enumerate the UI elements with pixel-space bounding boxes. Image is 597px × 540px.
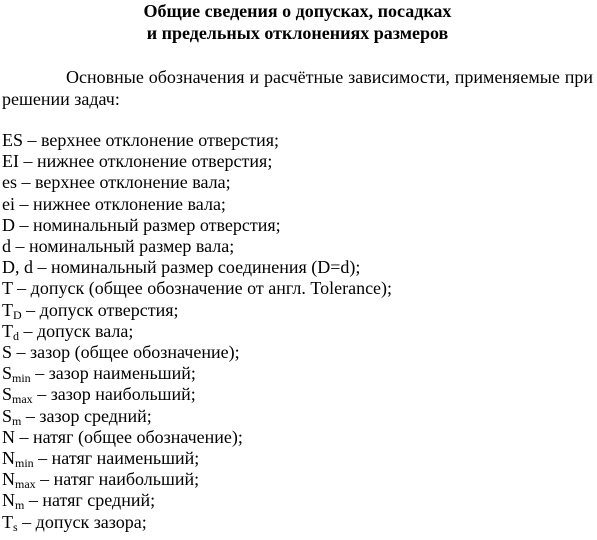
definition-item bbox=[2, 406, 593, 427]
definition-item bbox=[2, 257, 593, 278]
definition-symbol: ES bbox=[2, 130, 24, 150]
definition-item bbox=[2, 342, 593, 363]
definition-item bbox=[2, 194, 593, 215]
definition-symbol: T bbox=[2, 299, 13, 320]
definition-text: – натяг (общее обозначение); bbox=[15, 426, 243, 447]
definition-symbol: es bbox=[2, 172, 17, 193]
definition-item bbox=[2, 469, 593, 490]
document-title bbox=[2, 0, 593, 44]
definition-symbol: N bbox=[2, 490, 15, 511]
definition-symbol: T bbox=[2, 511, 13, 532]
definition-item bbox=[2, 490, 593, 511]
definition-symbol: S bbox=[2, 363, 13, 384]
definition-text: – допуск (общее обозначение от англ. Tolerance); bbox=[12, 278, 393, 299]
definition-subscript: max bbox=[12, 392, 33, 407]
definition-symbol: S bbox=[2, 405, 13, 426]
definition-text: – номинальный размер соединения (D=d); bbox=[33, 257, 361, 278]
definition-item bbox=[2, 300, 593, 321]
definition-item bbox=[2, 151, 593, 172]
definition-subscript: m bbox=[12, 413, 22, 428]
definition-subscript: min bbox=[12, 371, 31, 386]
definition-subscript: m bbox=[15, 498, 25, 513]
definition-symbol: d bbox=[2, 236, 11, 257]
definition-text: – номинальный размер вала; bbox=[11, 236, 235, 257]
intro-paragraph: Основные обозначения и расчётные зависимости, применяемые при решении задач: bbox=[2, 67, 593, 109]
definition-symbol: N bbox=[2, 469, 15, 490]
definition-symbol: N bbox=[2, 448, 15, 469]
definition-symbol: EI bbox=[2, 151, 19, 172]
definition-text: – допуск зазора; bbox=[17, 511, 147, 532]
definition-item bbox=[2, 448, 593, 469]
definition-subscript: D bbox=[13, 307, 22, 322]
definition-text: – зазор наименьший; bbox=[30, 363, 196, 384]
definition-item bbox=[2, 512, 593, 533]
definition-item bbox=[2, 427, 593, 448]
definition-item bbox=[2, 236, 593, 257]
definition-text: – натяг наименьший; bbox=[33, 448, 200, 469]
definition-text: – нижнее отклонение отверстия; bbox=[19, 151, 273, 172]
definition-symbol: D bbox=[2, 214, 15, 235]
definition-text: – нижнее отклонение вала; bbox=[15, 193, 226, 214]
definition-subscript: s bbox=[13, 519, 18, 534]
title-line-1: Общие сведения о допусках, посадках bbox=[143, 1, 452, 21]
definition-text: – зазор (общее обозначение); bbox=[12, 342, 240, 363]
definition-text: – верхнее отклонение вала; bbox=[17, 172, 231, 193]
definition-subscript: max bbox=[15, 477, 36, 492]
definition-symbol: S bbox=[2, 342, 13, 363]
definition-text: – натяг средний; bbox=[24, 490, 156, 511]
definition-text: – допуск отверстия; bbox=[21, 299, 179, 320]
definition-item bbox=[2, 363, 593, 384]
definition-symbol: D, d bbox=[2, 257, 33, 278]
definition-symbol: T bbox=[2, 320, 13, 341]
definition-subscript: min bbox=[15, 456, 34, 471]
definition-item bbox=[2, 384, 593, 405]
definition-item bbox=[2, 172, 593, 193]
definition-symbol: N bbox=[2, 426, 15, 447]
title-line-2: и предельных отклонениях размеров bbox=[146, 23, 449, 43]
definition-symbol: ei bbox=[2, 193, 15, 214]
definition-subscript: d bbox=[13, 328, 19, 343]
definition-item bbox=[2, 278, 593, 299]
definitions-list bbox=[2, 130, 593, 533]
definition-symbol: T bbox=[2, 278, 13, 299]
definition-symbol: S bbox=[2, 384, 13, 405]
definition-text: – верхнее отклонение отверстия; bbox=[23, 130, 280, 150]
definition-text: – зазор средний; bbox=[21, 405, 152, 426]
definition-item bbox=[2, 215, 593, 236]
definition-item bbox=[2, 130, 593, 151]
definition-text: – натяг наибольший; bbox=[35, 469, 200, 490]
definition-text: – допуск вала; bbox=[19, 320, 134, 341]
definition-text: – номинальный размер отверстия; bbox=[15, 214, 281, 235]
definition-item bbox=[2, 321, 593, 342]
definition-text: – зазор наибольший; bbox=[32, 384, 196, 405]
